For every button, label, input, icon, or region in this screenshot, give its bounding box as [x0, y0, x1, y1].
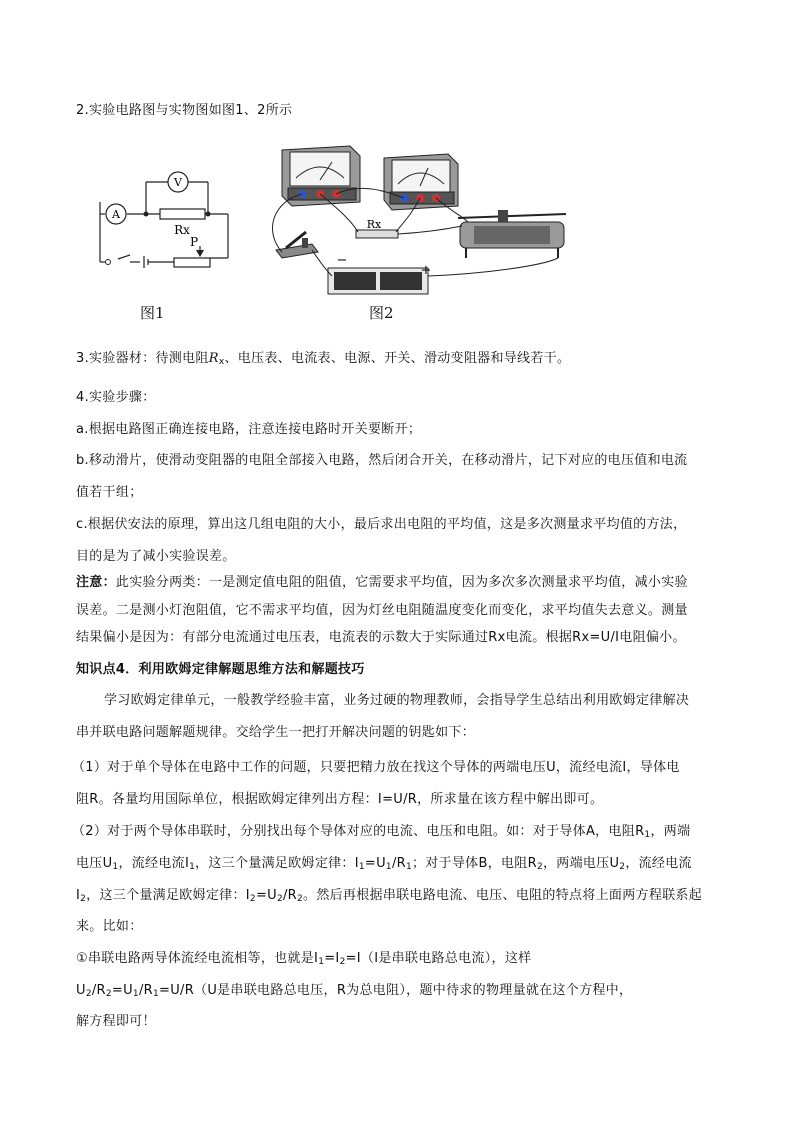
- paragraph-line-1: 学习欧姆定律单元，一般教学经验丰富，业务过硬的物理教师，会指导学生总结出利用欧姆定律解决: [104, 693, 690, 708]
- circled-1-line-3: 解方程即可！: [76, 1014, 156, 1029]
- step-b-line-1: b.移动滑片，使滑动变阻器的电阻全部接入电路，然后闭合开关，在移动滑片，记下对应的电压值和电流: [76, 453, 688, 468]
- section-2-heading: 2.实验电路图与实物图如图1、2所示: [76, 103, 293, 118]
- voltmeter-device: [384, 154, 458, 210]
- item-2-line-4: 来。比如：: [76, 919, 143, 934]
- figure-1-caption: 图1: [140, 304, 165, 322]
- note-text-1: 此实验分两类：一是测定值电阻的阻值，它需要求平均值，因为多次多次测量求平均值，减小实验: [115, 575, 688, 590]
- figure-1-circuit-diagram: [90, 162, 240, 277]
- item-2-line-3: $I_2$，这三个量满足欧姆定律：$I_2=U_2/R_2$。然后再根据串联电路电流、电压、电阻的特点将上面两方程联系起: [76, 888, 703, 904]
- rx-variable: R: [208, 351, 219, 366]
- rheostat-device: [458, 210, 566, 258]
- rx-variable-sub: x: [218, 357, 225, 367]
- note-line-1: [76, 574, 688, 592]
- note-line-2: 误差。二是测小灯泡阻值，它不需求平均值，因为灯丝电阻随温度变化而变化，求平均值失去意义。测量: [76, 603, 688, 618]
- knowledge-point-4-title: 知识点4．利用欧姆定律解题思维方法和解题技巧: [76, 662, 365, 677]
- item-2-line-2: 电压$U_1$，流经电流$I_1$，这三个量满足欧姆定律：$I_1=U_1/R_1$；对于导体B，电阻$R_2$，两端电压$U_2$，流经电流: [76, 856, 692, 872]
- step-a: a.根据电路图正确连接电路，注意连接电路时开关要断开；: [76, 422, 422, 437]
- item-2-line-1: （2）对于两个导体串联时，分别找出每个导体对应的电流、电压和电阻。如：对于导体A，电阻$R_1$，两端: [72, 824, 691, 840]
- circled-1-line-1: ①串联电路两导体流经电流相等，也就是$I_1=I_2=I(I$是串联电路总电流），这样: [76, 951, 532, 967]
- item-1-line-1: （1）对于单个导体在电路中工作的问题，只要把精力放在找这个导体的两端电压U，流经电流I，导体电: [72, 760, 680, 775]
- step-c-line-2: 目的是为了减小实验误差。: [76, 549, 236, 564]
- battery-plus-label: +: [420, 263, 432, 278]
- rx-label: Rx: [174, 223, 190, 237]
- note-label: 注意：: [76, 575, 116, 590]
- section-3-equipment: [76, 350, 570, 368]
- battery-minus-label: −: [336, 253, 348, 268]
- rx-apparatus-label: Rx: [366, 218, 382, 231]
- paragraph-line-2: 串并联电路问题解题规律。交给学生一把打开解决问题的钥匙如下：: [76, 725, 476, 740]
- note-line-3: 结果偏小是因为：有部分电流通过电压表，电流表的示数大于实际通过Rx电流。根据Rx=U/I电阻偏小。: [76, 630, 686, 645]
- step-c-line-1: c.根据伏安法的原理，算出这几组电阻的大小，最后求出电阻的平均值，这是多次测量求平均值的方法，: [76, 517, 687, 532]
- circled-1-line-2: $U_2/R_2=U_1/R_1=U/R(U$是串联电路总电压，R为总电阻），题中待求的物理量就在这个方程中，: [76, 983, 633, 999]
- ammeter-label: A: [112, 208, 120, 221]
- battery-pack: [328, 268, 428, 294]
- figure-2-apparatus-illustration: [262, 142, 587, 302]
- switch-device: [276, 232, 318, 258]
- section-3-suffix: 、电压表、电流表、电源、开关、滑动变阻器和导线若干。: [224, 351, 571, 366]
- section-4-heading: 4.实验步骤：: [76, 390, 156, 405]
- slider-label: P: [189, 235, 199, 249]
- figure-2-caption: 图2: [369, 304, 394, 322]
- section-3-prefix: 3.实验器材：待测电阻: [76, 351, 209, 366]
- step-b-line-2: 值若干组；: [76, 485, 143, 500]
- voltmeter-label: V: [174, 176, 182, 189]
- item-1-line-2: 阻R。各量均用国际单位，根据欧姆定律列出方程：I=U/R，所求量在该方程中解出即可。: [76, 792, 604, 807]
